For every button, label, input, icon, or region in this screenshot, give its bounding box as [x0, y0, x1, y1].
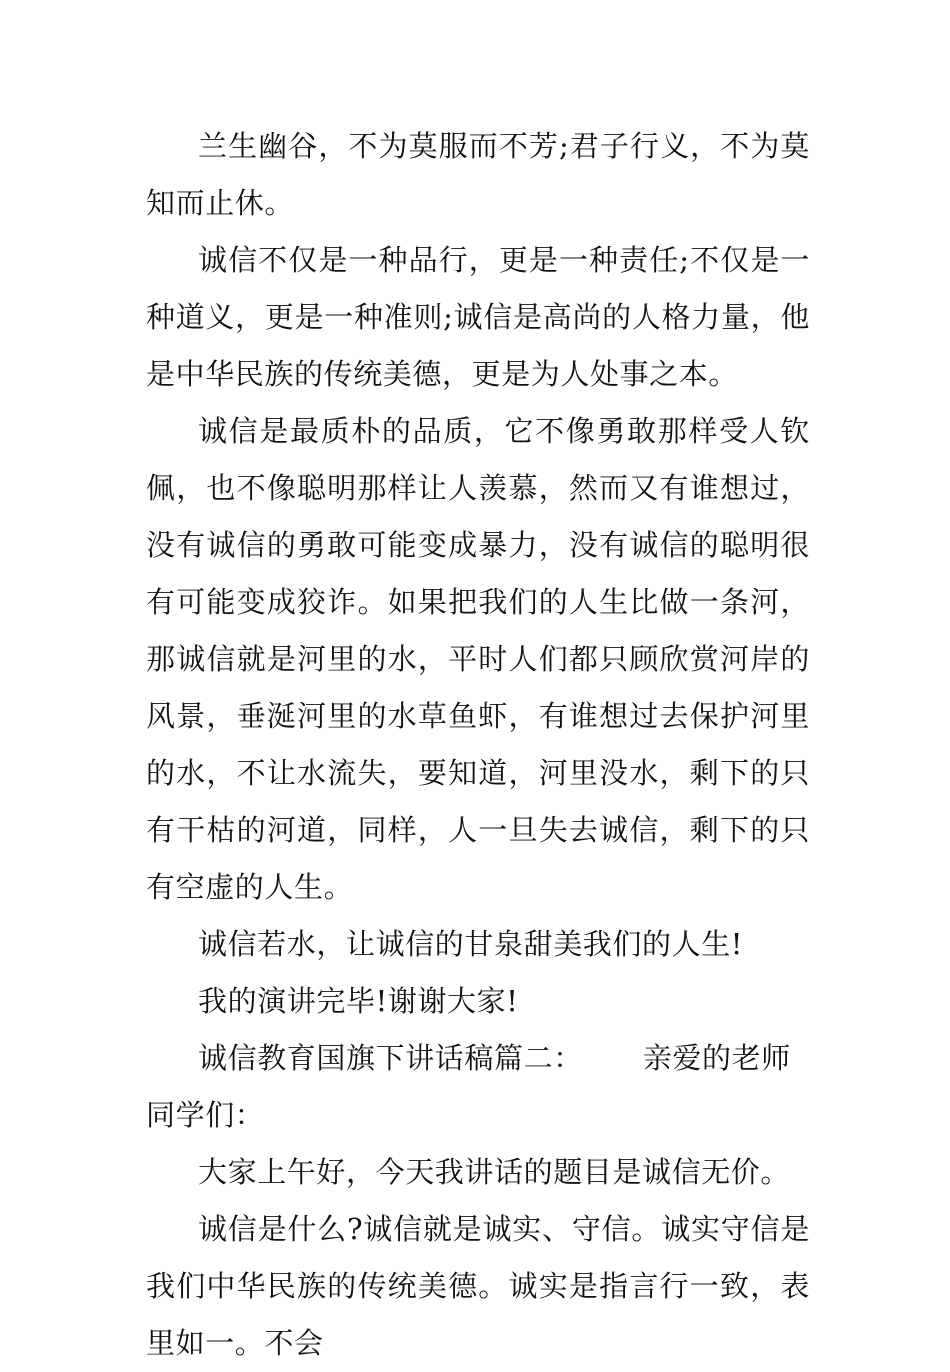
- paragraph-integrity-river: 诚信是最质朴的品质，它不像勇敢那样受人钦佩，也不像聪明那样让人羡慕，然而又有谁想过，没有诚信的勇敢可能变成暴力，没有诚信的聪明很有可能变成狡诈。如果把我们的人生比做一条河，那诚信就是河里的水，平时人们都只顾欣赏河岸的风景，垂涎河里的水草鱼虾，有谁想过去保护河里的水，不让水流失，要知道，河里没水，剩下的只有干枯的河道，同样，人一旦失去诚信，剩下的只有空虚的人生。: [146, 414, 810, 904]
- paragraph-orchid: 兰生幽谷，不为莫服而不芳;君子行义，不为莫知而止休。: [146, 129, 810, 220]
- salutation: 亲爱的老师同学们：: [146, 1041, 791, 1132]
- paragraph-what-is-integrity: 诚信是什么?诚信就是诚实、守信。诚实守信是我们中华民族的传统美德。诚实是指言行一致，表里如一。不会: [146, 1212, 810, 1360]
- paragraph-speech-end: 我的演讲完毕!谢谢大家!: [198, 984, 519, 1018]
- document-body: [146, 118, 810, 1372]
- paragraph-integrity-spring: 诚信若水，让诚信的甘泉甜美我们的人生!: [198, 927, 744, 961]
- paragraph-integrity-responsibility: 诚信不仅是一种品行，更是一种责任;不仅是一种道义，更是一种准则;诚信是高尚的人格力量，他是中华民族的传统美德，更是为人处事之本。: [146, 243, 810, 391]
- paragraph-greeting: 大家上午好，今天我讲话的题目是诚信无价。: [198, 1155, 791, 1189]
- section-title: 诚信教育国旗下讲话稿篇二：: [198, 1041, 583, 1075]
- section-heading-line: [146, 1030, 810, 1144]
